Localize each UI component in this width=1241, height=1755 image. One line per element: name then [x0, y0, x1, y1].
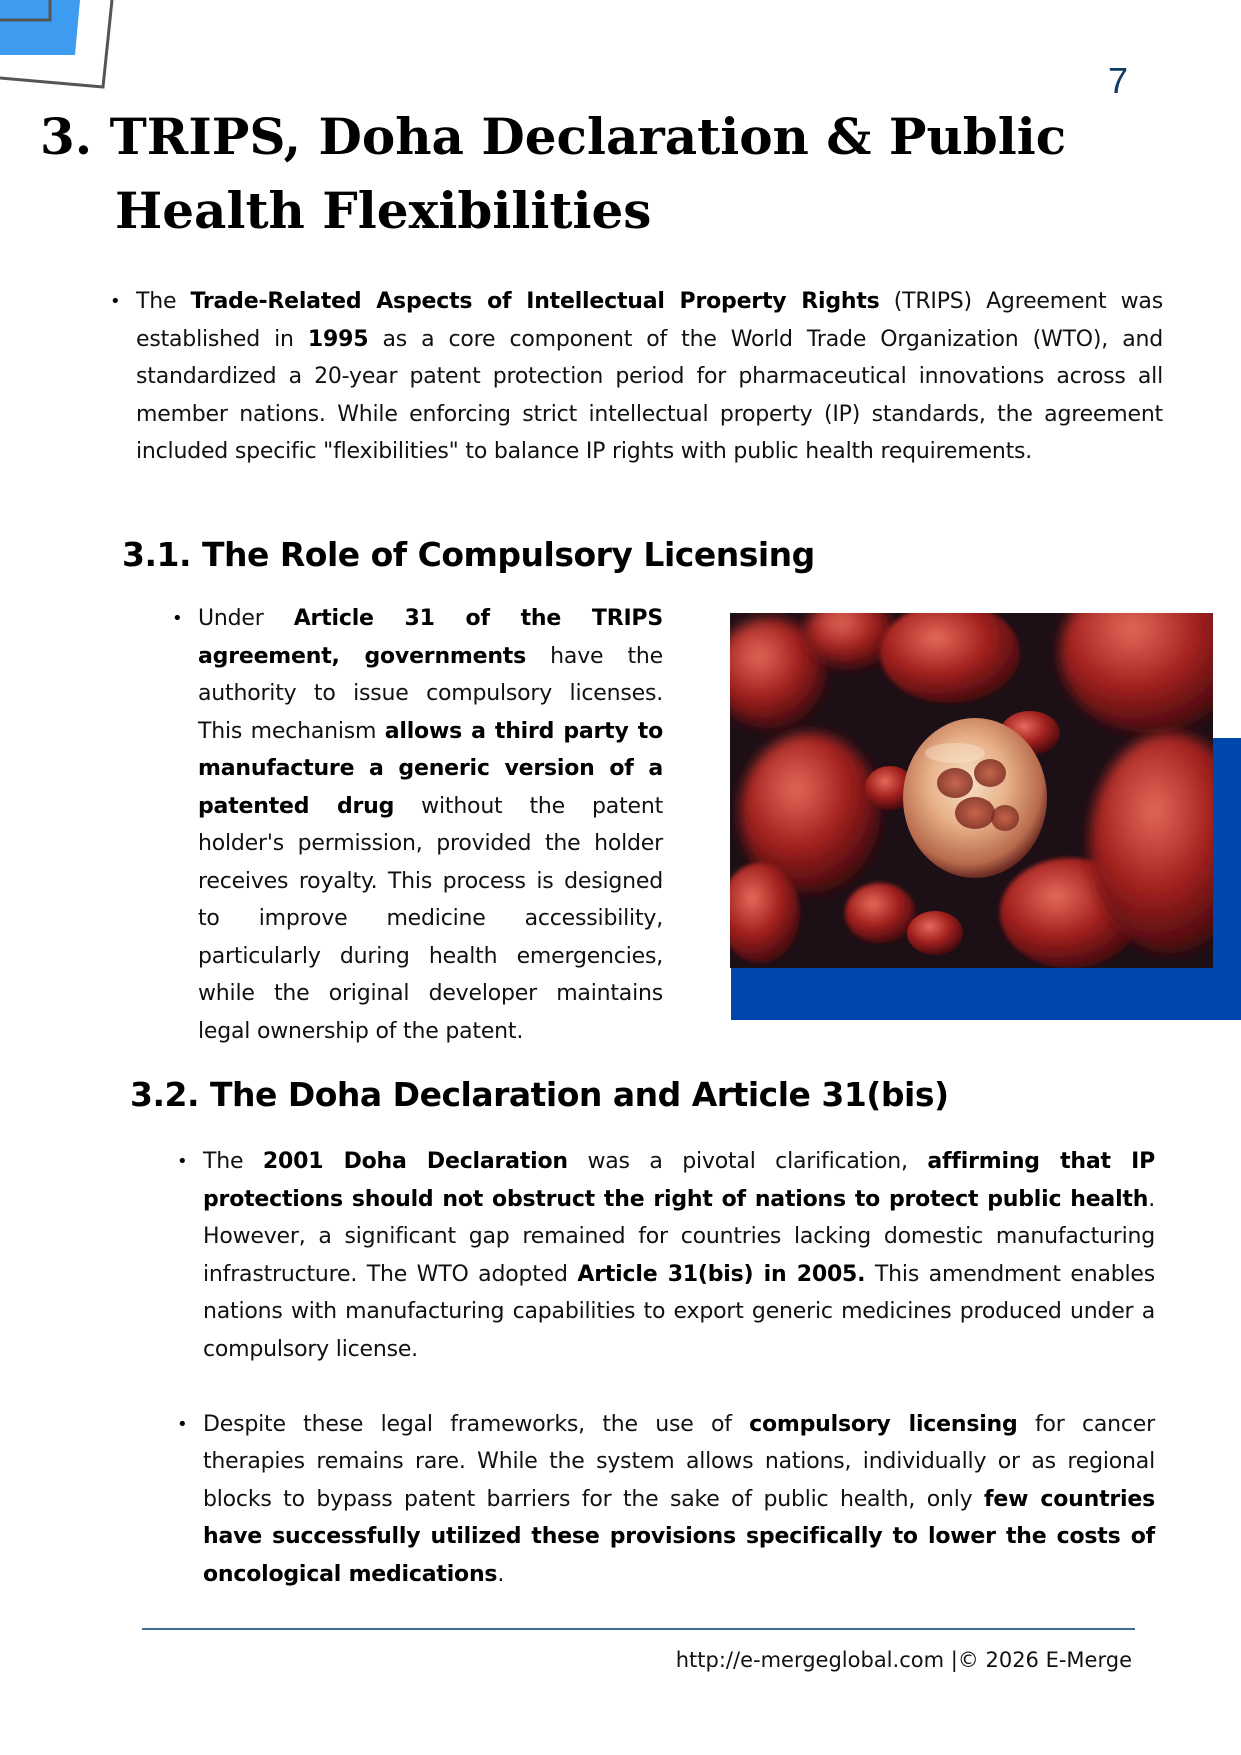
- section-title-3-1: 3.1. The Role of Compulsory Licensing: [122, 535, 815, 574]
- bold-span: Article 31(bis) in 2005.: [577, 1261, 866, 1287]
- text-span: .: [497, 1561, 505, 1587]
- text-span: (TRIPS) Agreement was established in: [136, 289, 1163, 352]
- bold-span: Trade-Related Aspects of Intellectual Property Rights: [190, 289, 880, 314]
- bold-span: compulsory licensing: [749, 1411, 1018, 1437]
- page-number: 7: [1108, 60, 1129, 101]
- bold-span: allows a third party to manufacture a generic version of a patented drug: [198, 718, 663, 819]
- page-title: [40, 100, 1120, 248]
- text-span: have the authority to issue compulsory licenses. This mechanism: [198, 643, 663, 744]
- text-span: was a pivotal clarification,: [567, 1149, 928, 1174]
- text-span: This amendment enables nations with manufacturing capabilities to export generic medicines produced under a compulsory license.: [203, 1261, 1156, 1362]
- compulsory-licensing-usage-paragraph: [203, 1406, 1155, 1594]
- bold-span: 2001 Doha Declaration: [262, 1149, 568, 1174]
- doha-paragraph: [203, 1143, 1155, 1368]
- compulsory-licensing-list: [198, 600, 663, 1050]
- text-span: for cancer therapies remains rare. While the system allows nations, individually or as regional blocks to bypass patent barriers for the sake of public health, only: [203, 1411, 1155, 1512]
- footer-text: http://e-mergeglobal.com |© 2026 E-Merge: [675, 1648, 1132, 1672]
- bold-span: Article 31 of the TRIPS agreement, governments: [198, 606, 663, 669]
- text-span: Despite these legal frameworks, the use of: [203, 1411, 750, 1437]
- footer-divider: [142, 1628, 1135, 1630]
- bold-span: affirming that IP protections should not obstruct the right of nations to protect public health: [203, 1149, 1155, 1212]
- corner-decoration: [0, 0, 120, 95]
- section-title-3-2: 3.2. The Doha Declaration and Article 31(bis): [130, 1075, 949, 1114]
- text-span: The: [203, 1149, 263, 1174]
- page-title-line-2: Health Flexibilities: [115, 181, 652, 240]
- text-span: The: [136, 289, 191, 314]
- cancer-cells-image: [730, 613, 1213, 968]
- text-span: without the patent holder's permission, provided the holder receives royalty. This process is designed to improve medicine accessibility, particularly during health emergencies, while the original developer maintains legal ownership of the patent.: [198, 793, 663, 1044]
- page-title-line-1: 3. TRIPS, Doha Declaration & Public: [40, 107, 1067, 166]
- intro-paragraph: [136, 283, 1163, 471]
- text-span: as a core component of the World Trade Organization (WTO), and standardized a 20-year patent protection period for pharmaceutical innovations across all member nations. While enforcing strict intellectual property (IP) standards, the agreement included specific "flexibilities" to balance IP rights with public health requirements.: [136, 326, 1163, 464]
- bold-span: few countries have successfully utilized these provisions specifically to lower the costs of oncological medications: [203, 1486, 1156, 1587]
- text-span: . However, a significant gap remained for countries lacking domestic manufacturing infrastructure. The WTO adopted: [203, 1186, 1155, 1287]
- bold-span: 1995: [307, 326, 369, 352]
- compulsory-licensing-paragraph: [198, 600, 663, 1050]
- intro-list: [136, 283, 1163, 471]
- text-span: Under: [198, 606, 294, 631]
- doha-list: [203, 1143, 1155, 1593]
